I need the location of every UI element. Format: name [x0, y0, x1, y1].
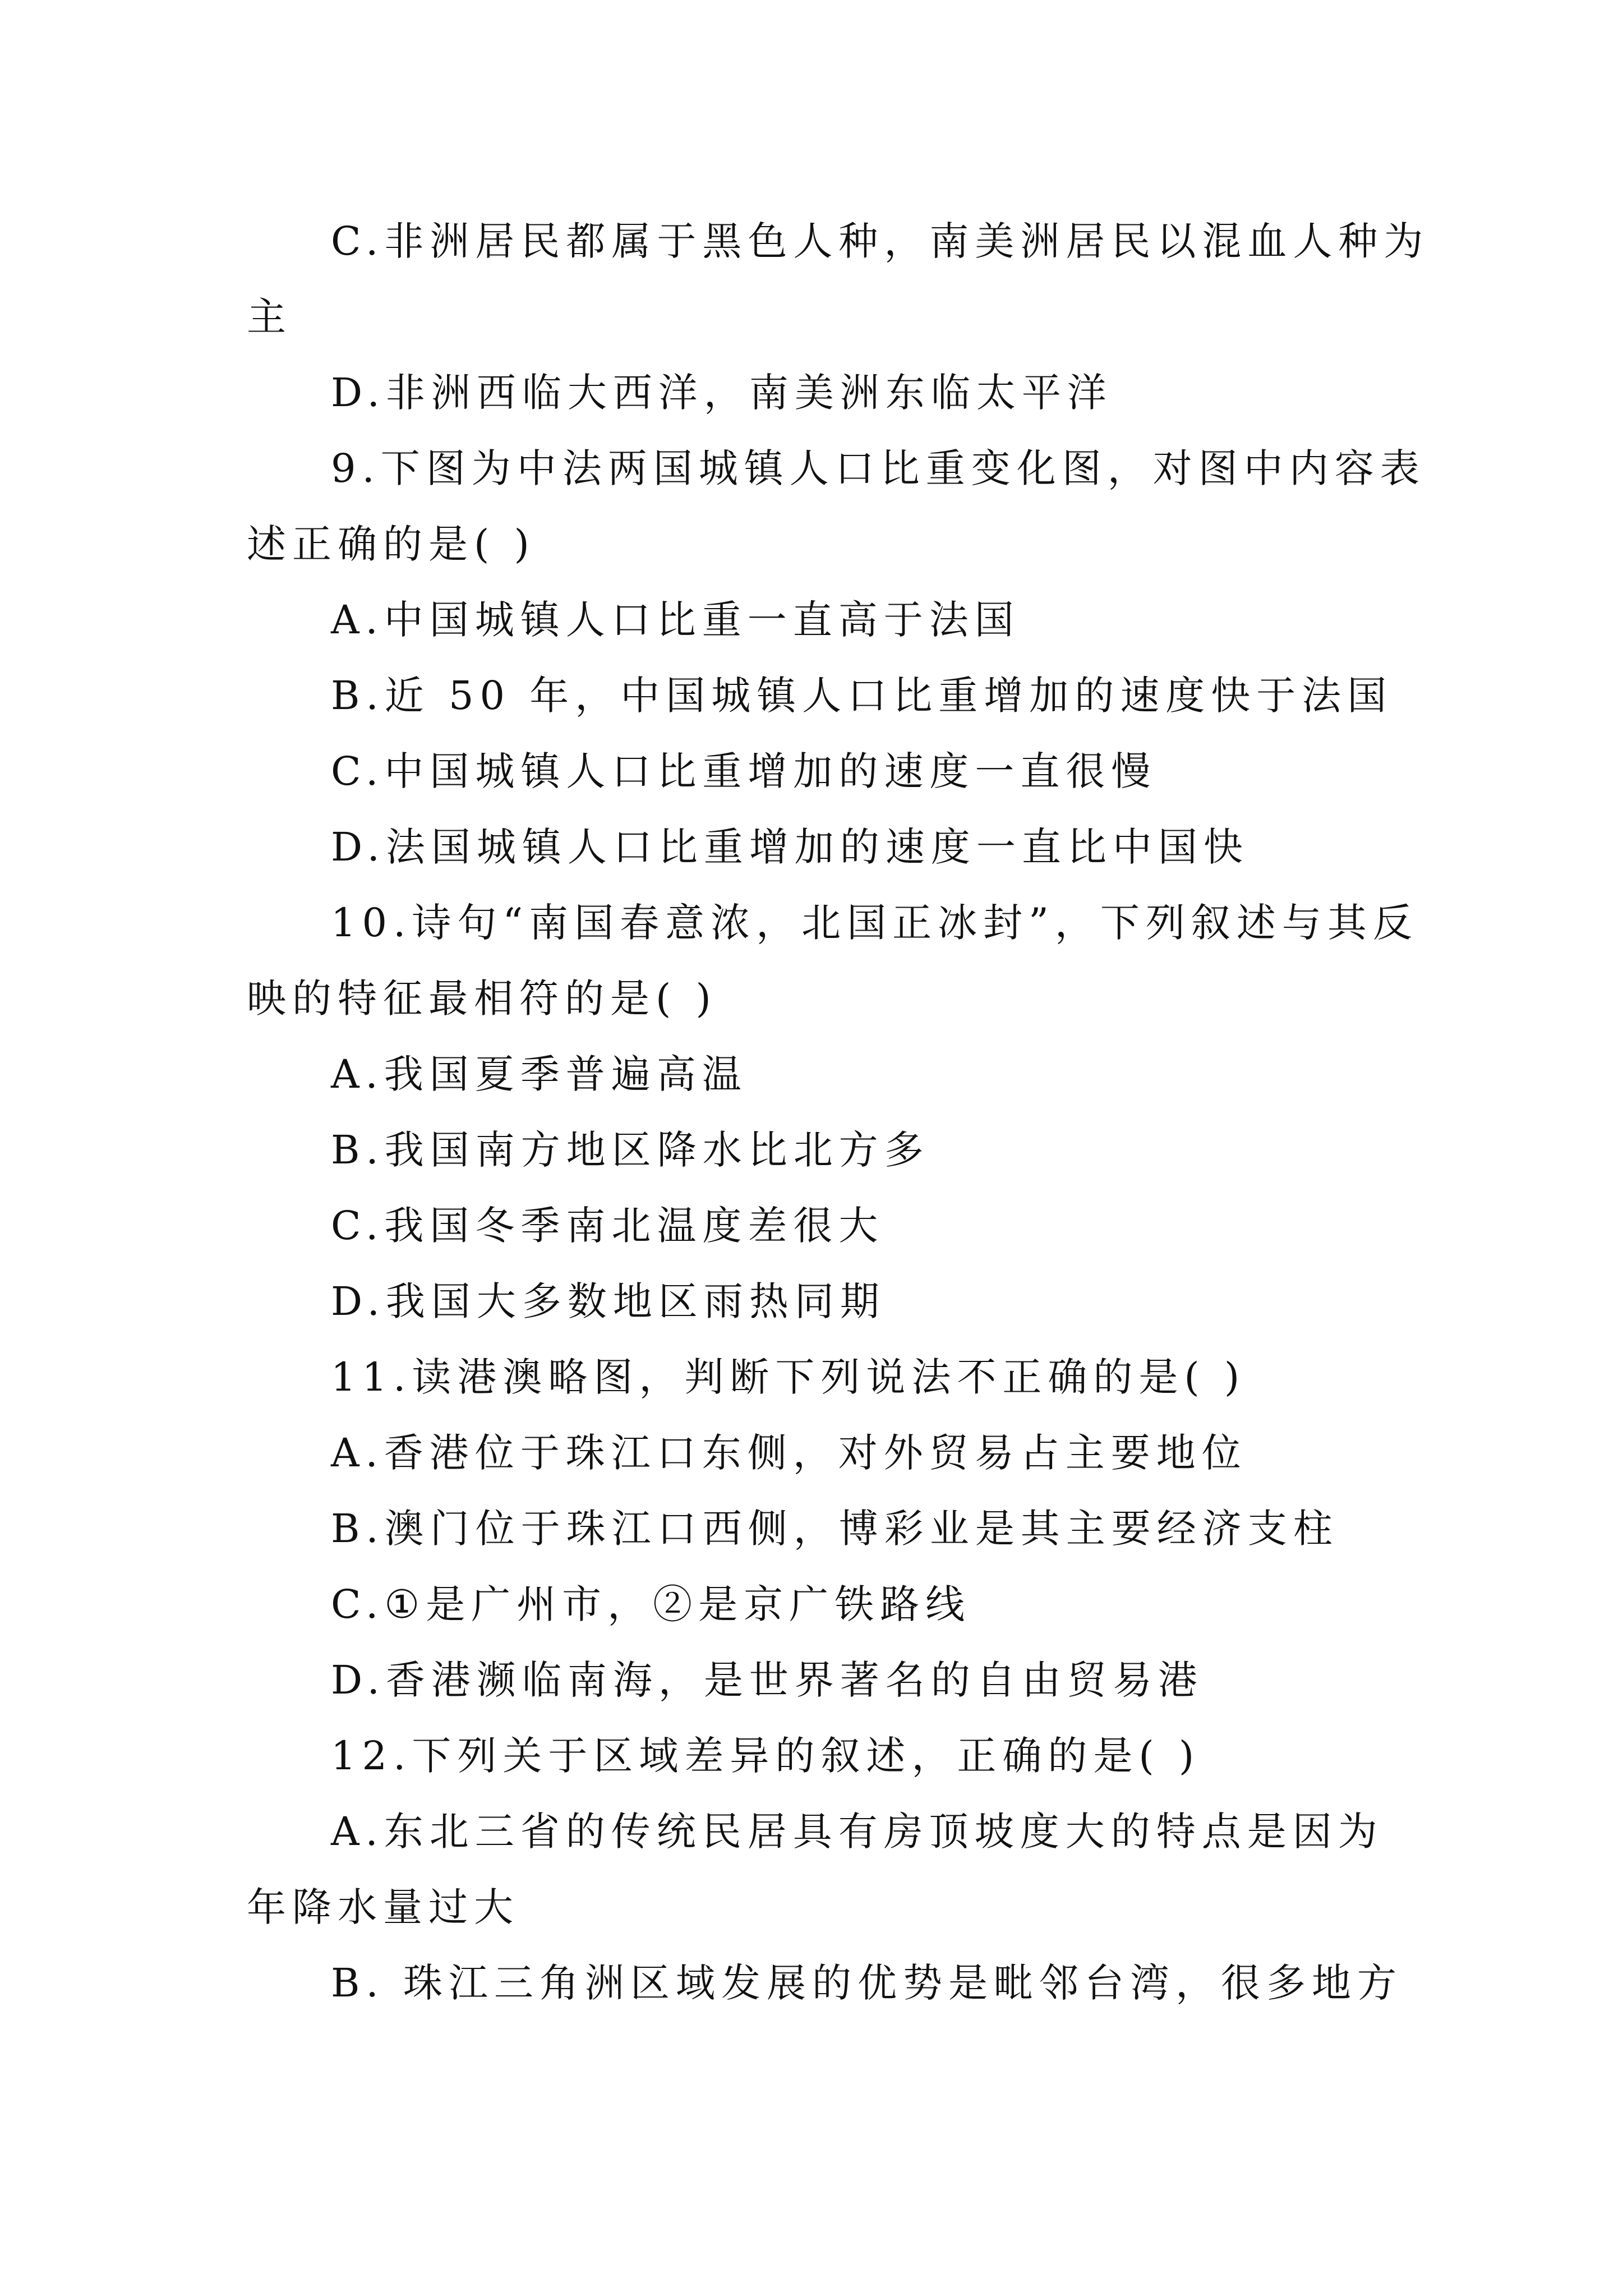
q9-option-b: B.近 50 年，中国城镇人口比重增加的速度快于法国: [331, 673, 1393, 719]
q9-stem: 9.下图为中法两国城镇人口比重变化图，对图中内容表: [331, 445, 1426, 491]
q10-option-c: C.我国冬季南北温度差很大: [331, 1203, 884, 1249]
q10-stem: 10.诗句“南国春意浓，北国正冰封”，下列叙述与其反: [331, 900, 1418, 946]
q11-option-b: B.澳门位于珠江口西侧，博彩业是其主要经济支柱: [331, 1506, 1339, 1552]
q10-option-b: B.我国南方地区降水比北方多: [331, 1127, 930, 1173]
q9-option-d: D.法国城镇人口比重增加的速度一直比中国快: [331, 824, 1249, 870]
q8-option-c-cont: 主: [247, 294, 292, 340]
q12-option-b: B. 珠江三角洲区域发展的优势是毗邻台湾，很多地方: [331, 1960, 1403, 2006]
q11-option-d: D.香港濒临南海，是世界著名的自由贸易港: [331, 1657, 1204, 1703]
q10-stem-cont: 映的特征最相符的是( ): [247, 976, 717, 1022]
q10-option-a: A.我国夏季普遍高温: [331, 1051, 748, 1097]
q8-option-c: C.非洲居民都属于黑色人种，南美洲居民以混血人种为: [331, 218, 1430, 264]
q9-stem-cont: 述正确的是( ): [247, 521, 536, 567]
q12-option-a: A.东北三省的传统民居具有房顶坡度大的特点是因为: [331, 1809, 1384, 1855]
q9-option-a: A.中国城镇人口比重一直高于法国: [331, 597, 1020, 643]
q11-option-a: A.香港位于珠江口东侧，对外贸易占主要地位: [331, 1430, 1247, 1476]
q8-option-d: D.非洲西临大西洋，南美洲东临太平洋: [331, 370, 1113, 416]
q10-option-d: D.我国大多数地区雨热同期: [331, 1278, 886, 1324]
q11-stem: 11.读港澳略图，判断下列说法不正确的是( ): [331, 1354, 1246, 1400]
q9-option-c: C.中国城镇人口比重增加的速度一直很慢: [331, 748, 1157, 794]
q11-option-c: C.①是广州市，②是京广铁路线: [331, 1581, 971, 1627]
q12-stem: 12.下列关于区域差异的叙述，正确的是( ): [331, 1733, 1201, 1779]
q12-option-a-cont: 年降水量过大: [247, 1884, 519, 1930]
